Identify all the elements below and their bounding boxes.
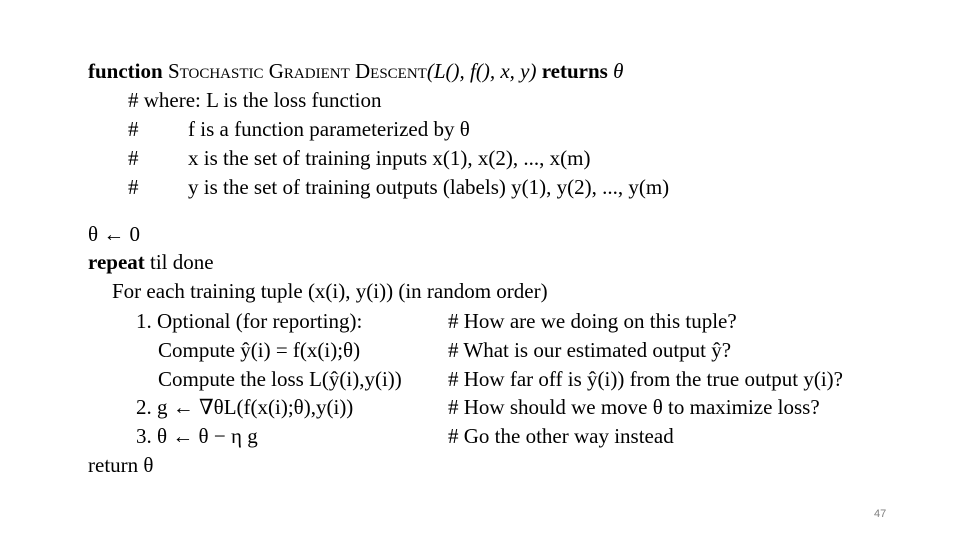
page-number: 47 bbox=[874, 508, 887, 520]
function-args: (L(), f(), x, y) bbox=[426, 59, 537, 83]
function-name: Stochastic Gradient Descent bbox=[167, 59, 427, 83]
comment-line-4: y is the set of training outputs (labels) y(1), y(2), ..., y(m) bbox=[188, 175, 670, 199]
return-line: return θ bbox=[88, 453, 154, 477]
step-3-comment: # Go the other way instead bbox=[448, 424, 674, 448]
comment-line-2: f is a function parameterized by θ bbox=[188, 117, 470, 141]
repeat-line bbox=[88, 249, 214, 275]
keyword-returns: returns bbox=[541, 59, 608, 83]
repeat-rest: til done bbox=[144, 250, 214, 274]
init-line: θ ← 0 bbox=[88, 222, 141, 246]
compute-loss-comment: # How far off is ŷ(i)) from the true output y(i)? bbox=[448, 367, 844, 391]
keyword-repeat: repeat bbox=[88, 250, 145, 274]
step-2-comment: # How should we move θ to maximize loss? bbox=[448, 395, 820, 419]
compute-output-comment: # What is our estimated output ŷ? bbox=[448, 338, 732, 362]
compute-loss-line: Compute the loss L(ŷ(i),y(i)) bbox=[158, 367, 402, 391]
comment-line-3: x is the set of training inputs x(1), x(2), ..., x(m) bbox=[188, 146, 591, 170]
comment-hash-3: # bbox=[128, 146, 139, 170]
step-1: 1. Optional (for reporting): bbox=[136, 309, 363, 333]
comment-line-1: # where: L is the loss function bbox=[128, 88, 382, 112]
comment-hash-2: # bbox=[128, 117, 139, 141]
step-1-comment: # How are we doing on this tuple? bbox=[448, 309, 737, 333]
function-header bbox=[88, 58, 623, 84]
step-2: 2. g ← ∇θL(f(x(i);θ),y(i)) bbox=[136, 395, 354, 419]
compute-output-line: Compute ŷ(i) = f(x(i);θ) bbox=[158, 338, 361, 362]
step-3: 3. θ ← θ − η g bbox=[136, 424, 258, 448]
keyword-function: function bbox=[88, 59, 163, 83]
return-symbol: θ bbox=[613, 59, 624, 83]
comment-hash-4: # bbox=[128, 175, 139, 199]
foreach-line: For each training tuple (x(i), y(i)) (in random order) bbox=[112, 279, 548, 303]
